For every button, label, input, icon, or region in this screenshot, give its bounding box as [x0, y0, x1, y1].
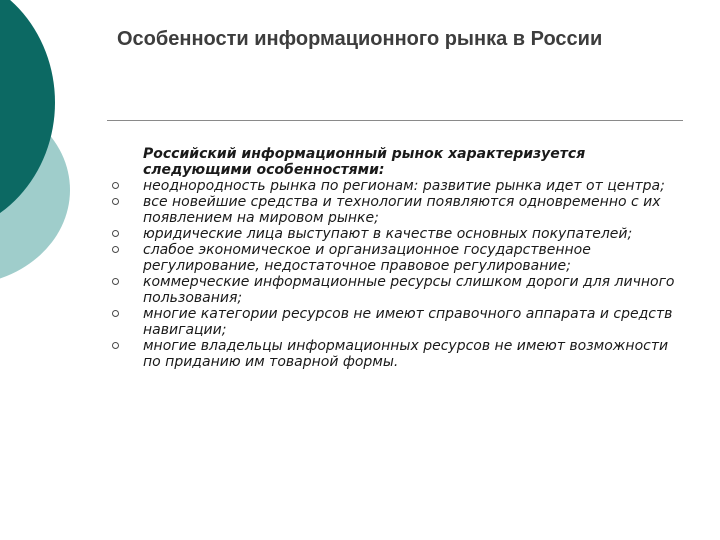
- bullet-text: юридические лица выступают в качестве основных покупателей;: [143, 226, 633, 242]
- bullet-list: [112, 178, 687, 370]
- slide-body: [112, 146, 687, 370]
- bullet-text: неоднородность рынка по регионам: развитие рынка идет от центра;: [143, 178, 665, 194]
- bullet-text: все новейшие средства и технологии появляются одновременно с их появлением на мировом рынке;: [143, 194, 661, 226]
- hollow-circle-bullet-icon: [112, 310, 119, 317]
- title-divider: [107, 120, 683, 121]
- hollow-circle-bullet-icon: [112, 278, 119, 285]
- bullet-item: [112, 194, 687, 226]
- bullet-text: слабое экономическое и организационное государственное регулирование, недостаточное правовое регулирование;: [143, 242, 591, 274]
- bullet-item: [112, 226, 687, 242]
- bullet-item: [112, 306, 687, 338]
- hollow-circle-bullet-icon: [112, 230, 119, 237]
- hollow-circle-bullet-icon: [112, 182, 119, 189]
- hollow-circle-bullet-icon: [112, 198, 119, 205]
- bullet-item: [112, 242, 687, 274]
- bullet-item: [112, 178, 687, 194]
- slide-title: Особенности информационного рынка в России: [117, 28, 603, 50]
- bullet-text: многие категории ресурсов не имеют справочного аппарата и средств навигации;: [143, 306, 673, 338]
- bullet-item: [112, 338, 687, 370]
- bullet-text: многие владельцы информационных ресурсов не имеют возможности по приданию им товарной формы.: [143, 338, 669, 370]
- intro-text: Российский информационный рынок характеризуется следующими особенностями:: [143, 146, 586, 178]
- bullet-text: коммерческие информационные ресурсы слишком дороги для личного пользования;: [143, 274, 675, 306]
- bullet-item: [112, 274, 687, 306]
- hollow-circle-bullet-icon: [112, 246, 119, 253]
- hollow-circle-bullet-icon: [112, 342, 119, 349]
